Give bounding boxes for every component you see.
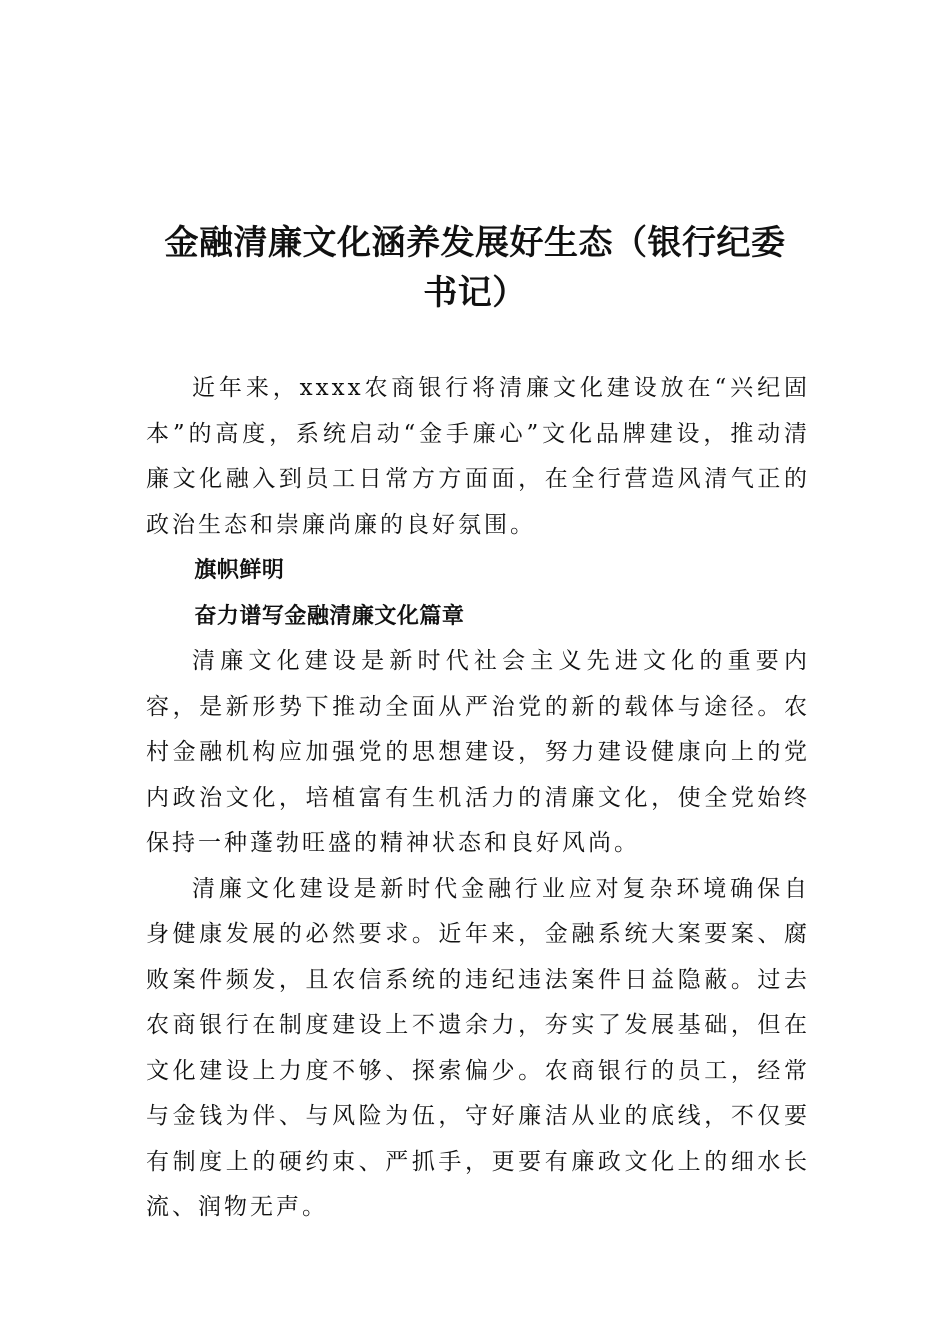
document-body [146, 366, 810, 1231]
intro-paragraph: 近年来，xxxx农商银行将清廉文化建设放在“兴纪固本”的高度，系统启动“金手廉心”文化品牌建设，推动清廉文化融入到员工日常方方面面，在全行营造风清气正的政治生态和崇廉尚廉的良好氛围。 [146, 375, 810, 538]
title-line-2: 书记） [423, 273, 527, 313]
section-heading: 旗帜鲜明 [194, 558, 285, 583]
body-paragraph-1: 清廉文化建设是新时代社会主义先进文化的重要内容，是新形势下推动全面从严治党的新的载体与途径。农村金融机构应加强党的思想建设，努力建设健康向上的党内政治文化，培植富有生机活力的清廉文化，使全党始终保持一种蓬勃旺盛的精神状态和良好风尚。 [146, 648, 810, 856]
body-paragraph-2: 清廉文化建设是新时代金融行业应对复杂环境确保自身健康发展的必然要求。近年来，金融系统大案要案、腐败案件频发，且农信系统的违纪违法案件日益隐蔽。过去农商银行在制度建设上不遗余力，夯实了发展基础，但在文化建设上力度不够、探索偏少。农商银行的员工，经常与金钱为伴、与风险为伍，守好廉洁从业的底线，不仅要有制度上的硬约束、严抓手，更要有廉政文化上的细水长流、润物无声。 [146, 875, 810, 1220]
section-subheading: 奋力谱写金融清廉文化篇章 [194, 603, 465, 629]
title-line-1: 金融清廉文化涵养发展好生态（银行纪委 [164, 223, 786, 263]
document-title [140, 218, 810, 318]
